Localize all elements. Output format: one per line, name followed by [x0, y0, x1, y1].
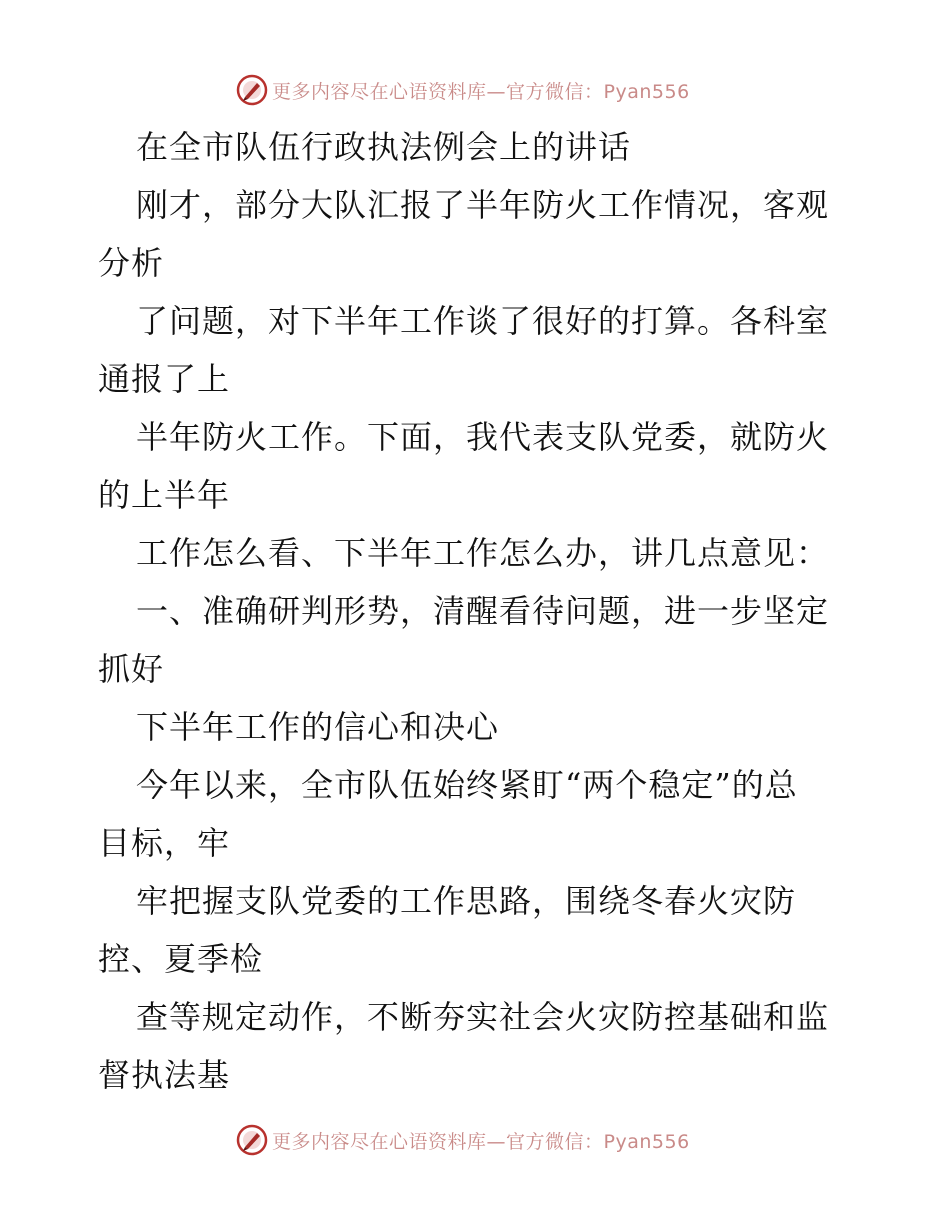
paragraph-line: 督执法基	[98, 1056, 231, 1094]
paragraph-line: 牢把握支队党委的工作思路，围绕冬春火灾防	[136, 882, 797, 920]
paragraph-line: 通报了上	[98, 360, 231, 398]
paragraph-line: 查等规定动作，不断夯实社会火灾防控基础和监	[136, 998, 830, 1036]
watermark-text: 更多内容尽在心语资料库—官方微信：Pyan556	[272, 1130, 690, 1153]
pen-logo-icon	[236, 1124, 268, 1156]
paragraph-line: 工作怎么看、下半年工作怎么办，讲几点意见：	[136, 534, 830, 572]
section-heading-line: 抓好	[98, 650, 165, 688]
paragraph-line: 控、夏季检	[98, 940, 264, 978]
section-heading-line: 一、准确研判形势，清醒看待问题，进一步坚定	[136, 592, 830, 630]
pen-logo-icon	[236, 74, 268, 106]
footer-watermark	[236, 1123, 690, 1157]
section-heading-line: 下半年工作的信心和决心	[136, 708, 500, 746]
document-body	[98, 118, 858, 1104]
paragraph-line: 的上半年	[98, 476, 231, 514]
paragraph-line: 目标，牢	[98, 824, 231, 862]
paragraph-line: 今年以来，全市队伍始终紧盯“两个稳定”的总	[136, 766, 798, 804]
paragraph-line: 分析	[98, 244, 165, 282]
paragraph-line: 半年防火工作。下面，我代表支队党委，就防火	[136, 418, 830, 456]
document-title: 在全市队伍行政执法例会上的讲话	[136, 128, 632, 166]
paragraph-line: 了问题，对下半年工作谈了很好的打算。各科室	[136, 302, 830, 340]
watermark-text: 更多内容尽在心语资料库—官方微信：Pyan556	[272, 80, 690, 103]
paragraph-line: 刚才，部分大队汇报了半年防火工作情况，客观	[136, 186, 830, 224]
header-watermark	[236, 73, 690, 107]
